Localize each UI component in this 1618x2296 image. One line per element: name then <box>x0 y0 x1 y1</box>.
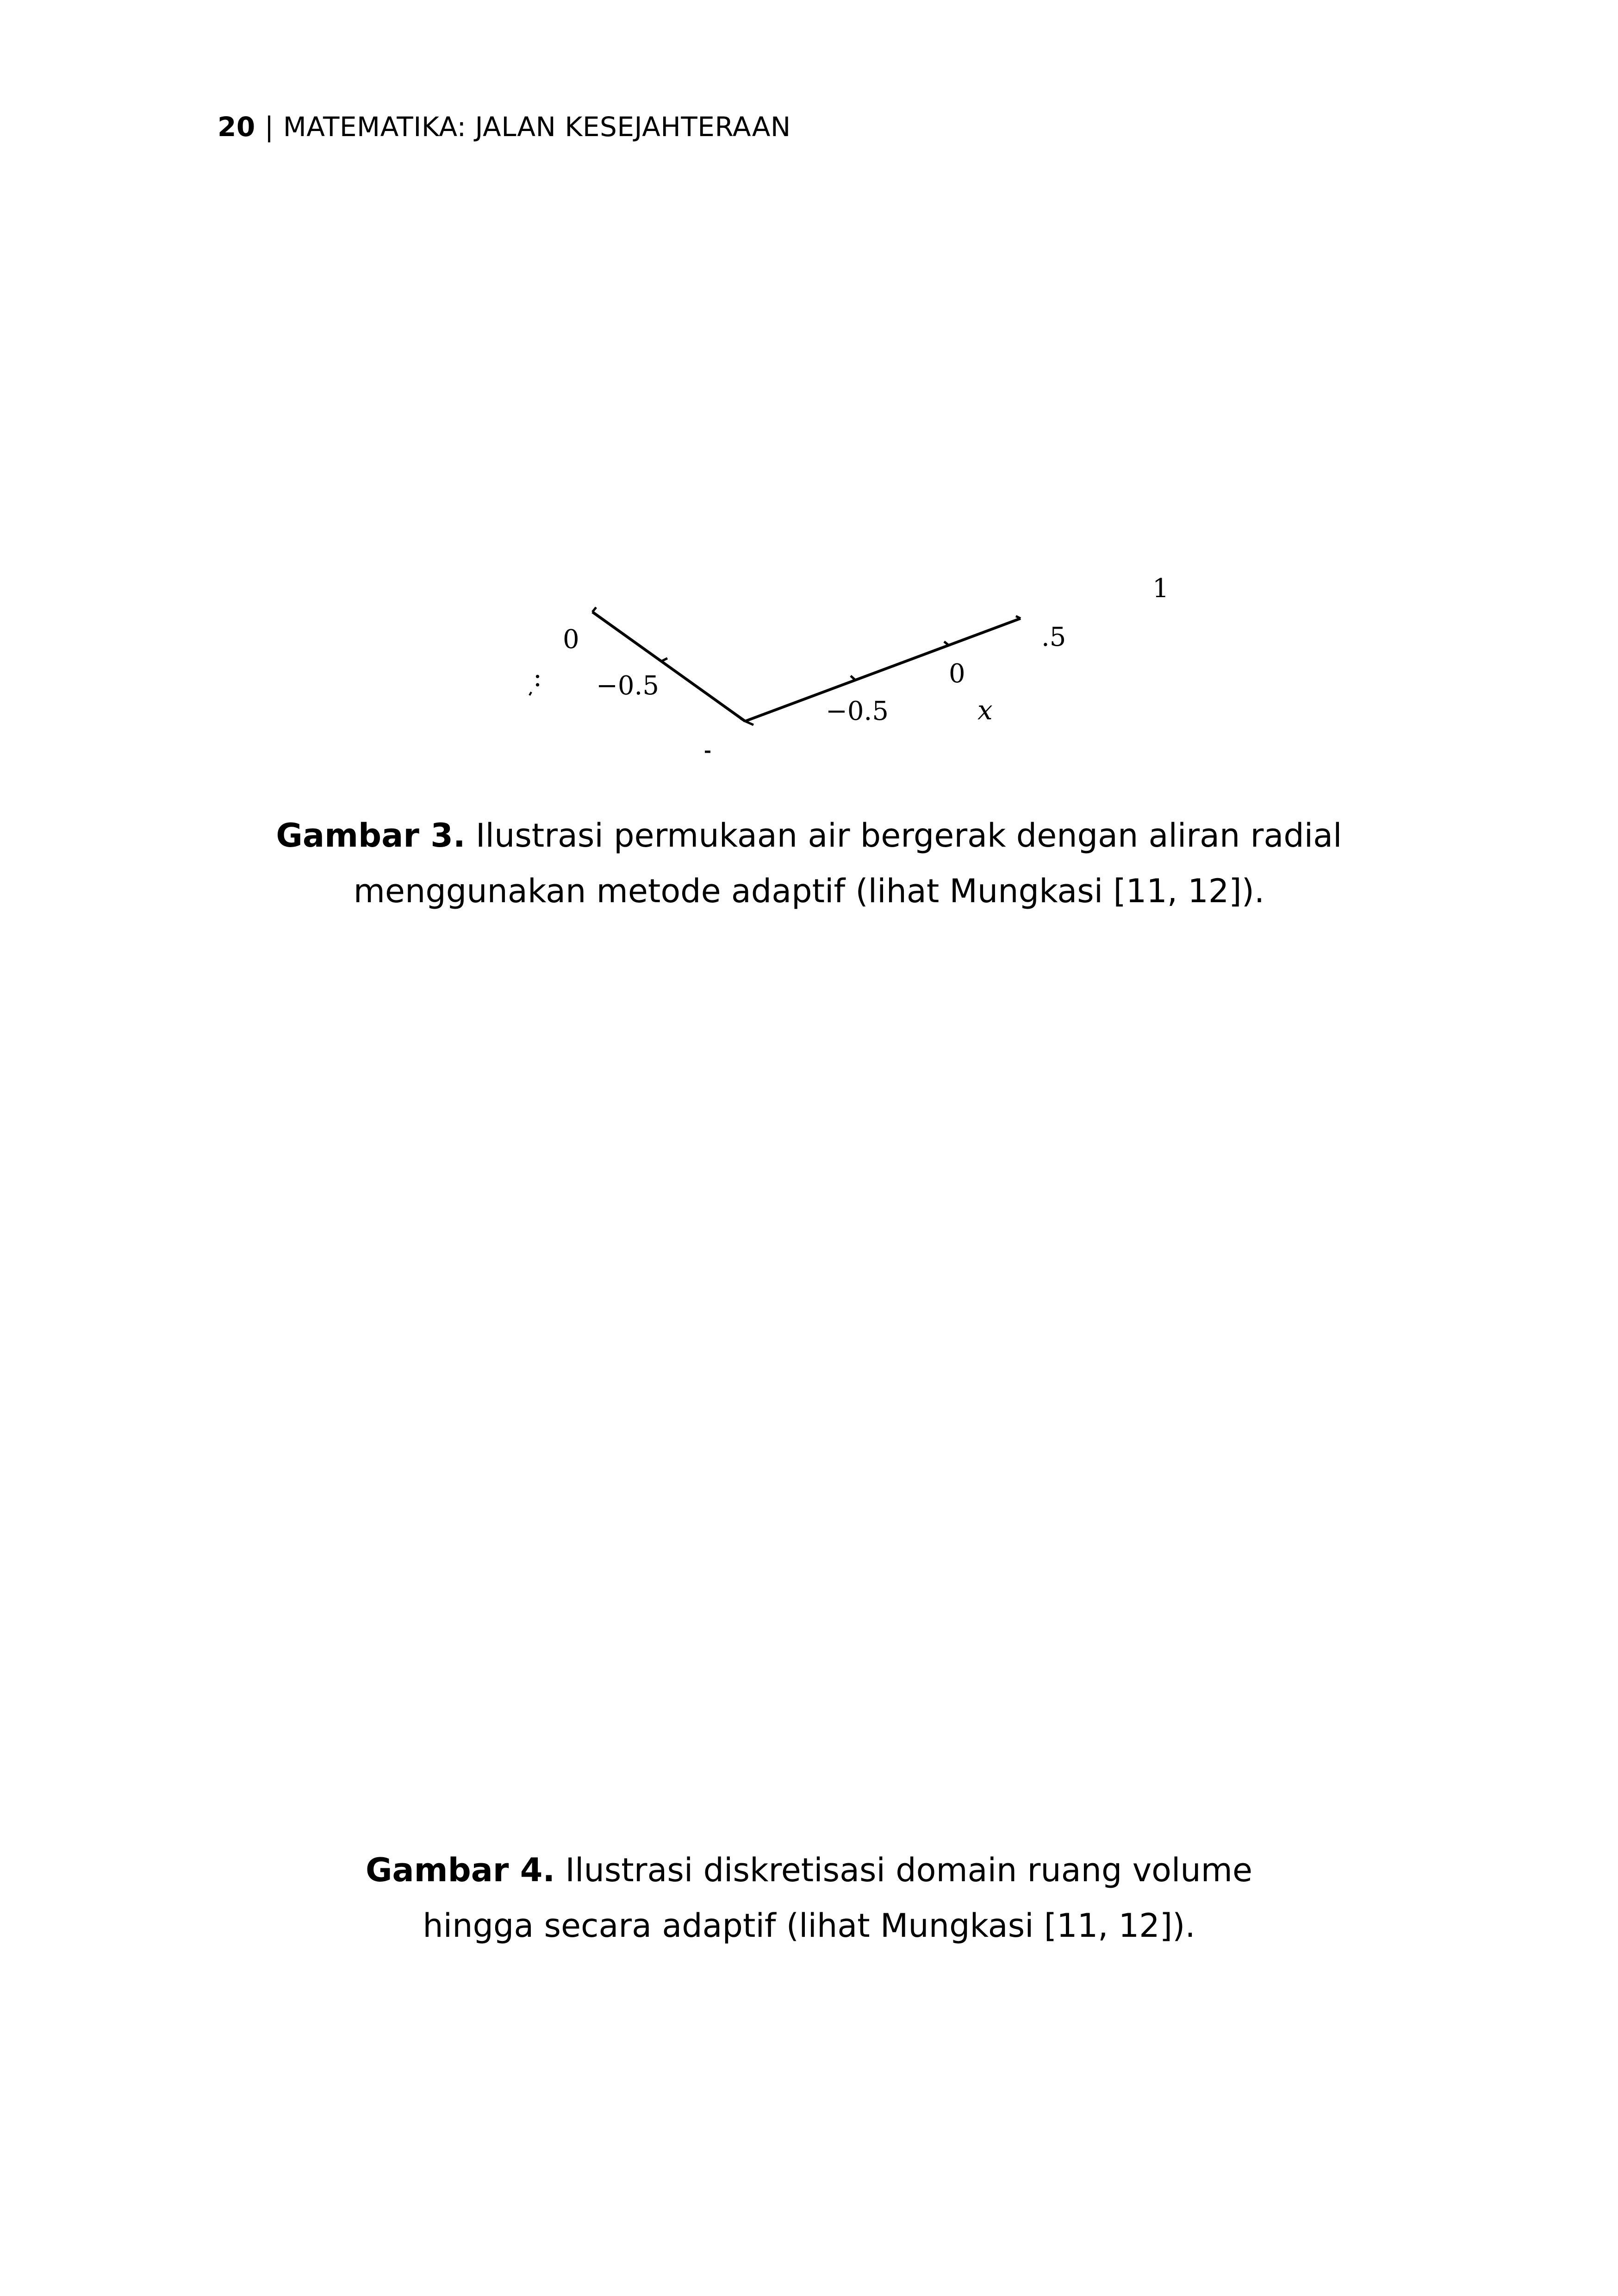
page-header <box>218 111 791 143</box>
y-axis-label-fragment: : <box>533 662 542 693</box>
z-tick-label: 1 <box>1152 574 1169 604</box>
figure-3-caption <box>0 808 1618 919</box>
header-separator: | <box>264 111 274 143</box>
page-number: 20 <box>218 111 255 143</box>
x-tick-label-0: 0 <box>949 659 965 689</box>
figure-3-caption-label: Gambar 3. <box>276 817 466 855</box>
figure-4-caption-line-1 <box>0 1842 1618 1898</box>
figure-3-caption-line-1 <box>0 808 1618 863</box>
x-tick-label-neg: −0.5 <box>826 696 889 726</box>
y-axis-label-stroke <box>529 692 531 695</box>
figure-3-plot <box>509 555 1203 764</box>
y-axis-tick <box>592 607 596 612</box>
y-tick-label-0: 0 <box>563 624 579 655</box>
y-tick-label-neg: −0.5 <box>596 671 659 701</box>
figure-4-caption-text-1: Ilustrasi diskretisasi domain ruang volume <box>565 1851 1253 1889</box>
x-axis-tick <box>944 642 949 645</box>
figure-4-caption <box>0 1842 1618 1953</box>
y-axis-tick <box>741 718 745 721</box>
figure-3-caption-line-2: menggunakan metode adaptif (lihat Mungkasi [11, 12]). <box>353 872 1265 910</box>
figure-3-caption-text-1: Ilustrasi permukaan air bergerak dengan aliran radial <box>475 817 1342 855</box>
figure-4-caption-line-2: hingga secara adaptif (lihat Mungkasi [11, 12]). <box>423 1907 1195 1945</box>
figure-4-caption-label: Gambar 4. <box>365 1851 555 1889</box>
y-axis-tick <box>662 658 667 661</box>
x-axis-tick <box>1016 616 1021 618</box>
book-title: MATEMATIKA: JALAN KESEJAHTERAAN <box>283 111 791 143</box>
figure-3-axes <box>509 555 1203 764</box>
x-axis-tick <box>851 676 855 680</box>
x-axis-tick <box>745 721 753 725</box>
x-axis-label: x <box>977 694 993 726</box>
x-tick-label-pos: .5 <box>1041 622 1066 652</box>
y-axis-line <box>592 612 745 721</box>
